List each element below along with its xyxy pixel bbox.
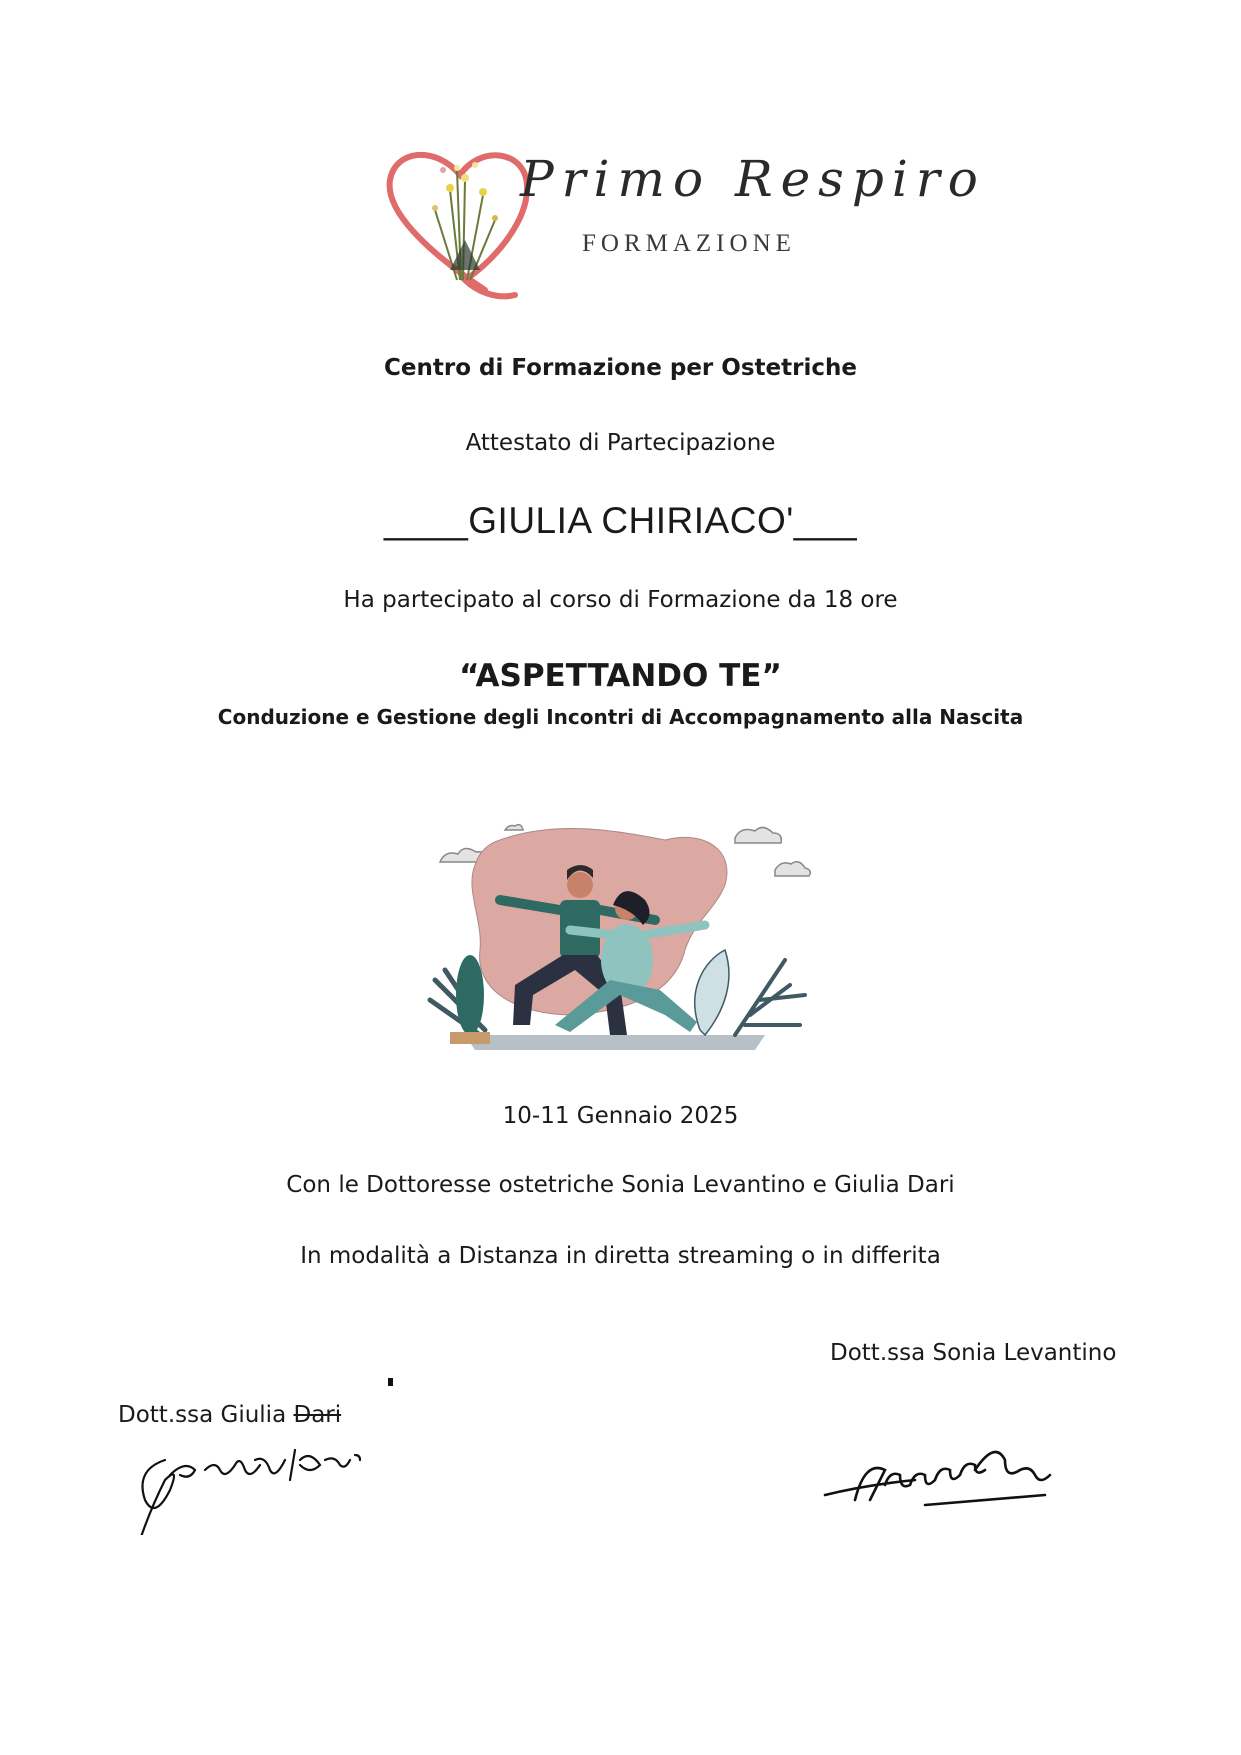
course-hours: Ha partecipato al corso di Formazione da 18 ore	[343, 587, 898, 613]
delivery-mode: In modalità a Distanza in diretta streaming o in differita	[300, 1243, 941, 1269]
instructors-line: Con le Dottoresse ostetriche Sonia Levantino e Giulia Dari	[286, 1172, 955, 1198]
signatory-name-prefix: Dott.ssa Giulia	[118, 1402, 294, 1428]
signatory-surname: Dari	[293, 1402, 342, 1428]
course-title: “ASPETTANDO TE”	[459, 658, 782, 694]
handwritten-signature-levantino	[815, 1430, 1075, 1520]
brand-subtitle: FORMAZIONE	[582, 230, 796, 257]
course-dates: 10-11 Gennaio 2025	[502, 1103, 739, 1129]
handwritten-signature-dari	[125, 1420, 395, 1535]
prenatal-yoga-couple-illustration	[405, 810, 835, 1055]
participant-name: ____GIULIA CHIRIACO'___	[383, 500, 858, 541]
brand-name: Primo Respiro	[520, 150, 986, 208]
signatory-label-levantino: Dott.ssa Sonia Levantino	[830, 1340, 1117, 1366]
course-subtitle: Conduzione e Gestione degli Incontri di Accompagnamento alla Nascita	[217, 705, 1024, 729]
plant-icon	[695, 950, 805, 1035]
center-name: Centro di Formazione per Ostetriche	[384, 355, 857, 381]
certificate-type: Attestato di Partecipazione	[465, 430, 776, 456]
scan-mark	[388, 1378, 393, 1386]
